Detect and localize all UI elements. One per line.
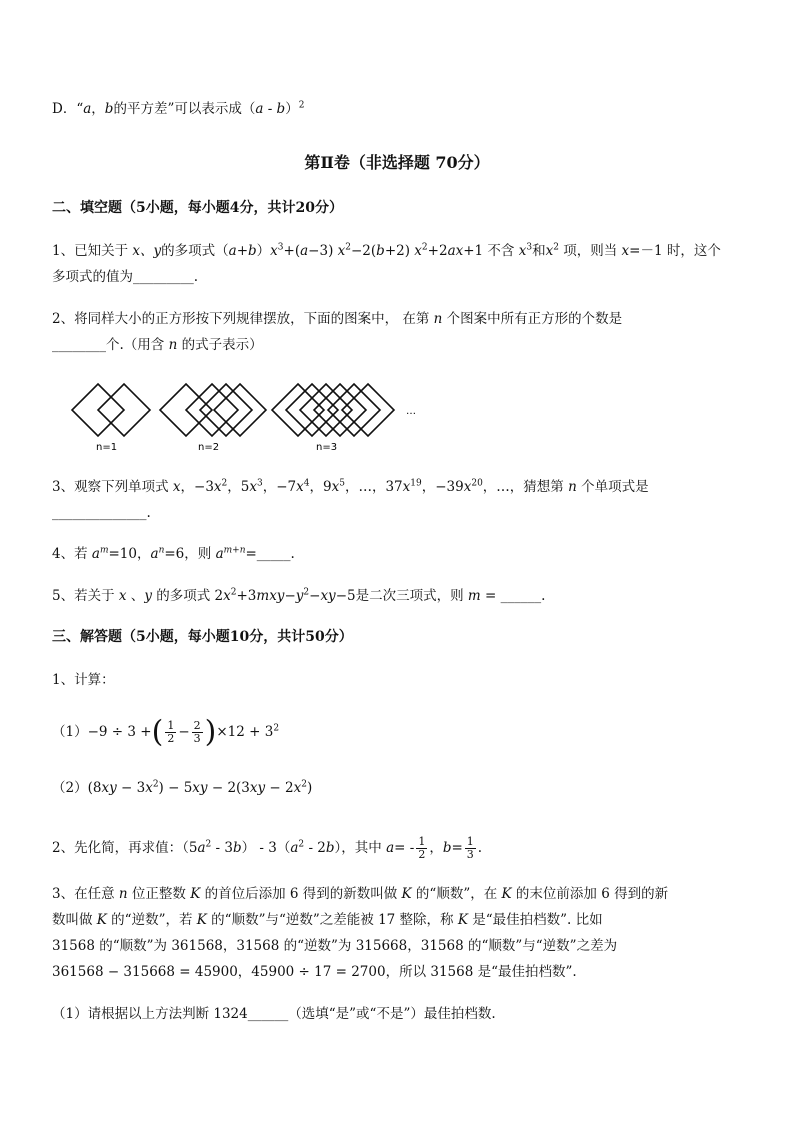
square-3-6: [342, 384, 394, 436]
section2-header: 二、填空题（5小题，每小题4分，共计20分）: [52, 200, 343, 216]
square-2-4: [214, 384, 266, 436]
s3q3-line3: 31568 的“顺数”为 361568，31568 的“逆数”为 315668，31568 的“顺数”与“逆数”之差为: [52, 938, 618, 954]
s3q1-part2: $(2)(8xy - 3x^2) - 5xy - 2(3xy - 2x^2)$: [52, 779, 313, 796]
square-2-3: [200, 384, 252, 436]
s3q3-line1: 3、在任意 n 位正整数 K 的首位后添加 6 得到的新数叫做 K 的“顺数”，在 K 的末位前添加 6 得到的新: [52, 886, 669, 902]
section3-header: 三、解答题（5小题，每小题10分，共计50分）: [52, 629, 353, 645]
s3q1-part1: （1）−9 ÷ 3 +( $\frac{1}{2}$ − $\frac{2}{3}$ )$\times 12 + 3^2$: [52, 714, 280, 750]
square-3-4: [314, 384, 366, 436]
q2-line2: ________个.（用含 n 的式子表示）: [52, 337, 263, 353]
part2-title: 第Ⅱ卷（非选择题 70分）: [304, 153, 490, 172]
label-n2: n=2: [198, 442, 220, 453]
s3q2-line: 2、先化简，再求值：$(5a^2 - 3b) - 3(a^2 - 2b)$，其中 a= - $\frac{1}{2}$ ，b= $\frac{1}{3}$ .: [52, 835, 483, 861]
q2-line1: 2、将同样大小的正方形按下列规律摆放，下面的图案中， 在第 n 个图案中所有正方形的个数是: [52, 311, 623, 327]
q5-line: 5、若关于 x 、y 的多项式 $2x^2+3mxy-y^2-xy-5$是二次三项式，则 m = ______.: [52, 587, 546, 604]
s3q3-line4: 361568 − 315668 = 45900，45900 ÷ 17 = 2700，所以 31568 是“最佳拍档数”.: [52, 964, 577, 980]
q1-line1: 1、已知关于 x、y的多项式$(a+b)x^3+(a-3)$ $x^2-2(b+2)$ $x^2+2ax+1$ 不含 $x^3$和$x^2$ 项，则当 x=－1 时，这个: [52, 242, 721, 259]
square-3-3: [300, 384, 352, 436]
option-d: D．“a，b的平方差”可以表示成（a - b）$^2$: [52, 100, 305, 117]
square-3-5: [328, 384, 380, 436]
ellipsis: …: [406, 406, 416, 417]
q1-line2: 多项式的值为_________.: [52, 269, 199, 285]
square-3-2: [286, 384, 338, 436]
s3q3-sub1: （1）请根据以上方法判断 1324______（选填“是”或“不是”）最佳拍档数.: [52, 1006, 496, 1022]
label-n1: n=1: [96, 442, 118, 453]
square-3-1: [272, 384, 324, 436]
s3q3-line2: 数叫做 K 的“逆数”，若 K 的“顺数”与“逆数”之差能被 17 整除，称 K 是“最佳拍档数”. 比如: [52, 912, 603, 928]
q4-line: 4、若 $a^m=10$，$a^n=6$，则 $a^{m+n}=\_\_\_\_\_$.: [52, 545, 295, 562]
label-n3: n=3: [316, 442, 338, 453]
q3-line1: 3、观察下列单项式 x，$-3x^2$，$5x^3$，$-7x^4$，$9x^5$，…，$37x^{19}$，$-39x^{20}$，…，猜想第 n 个单项式是: [52, 478, 649, 495]
square-pattern-figure: [60, 378, 440, 458]
q3-line2: ______________.: [52, 505, 151, 521]
s3q1-label: 1、计算：: [52, 672, 115, 688]
